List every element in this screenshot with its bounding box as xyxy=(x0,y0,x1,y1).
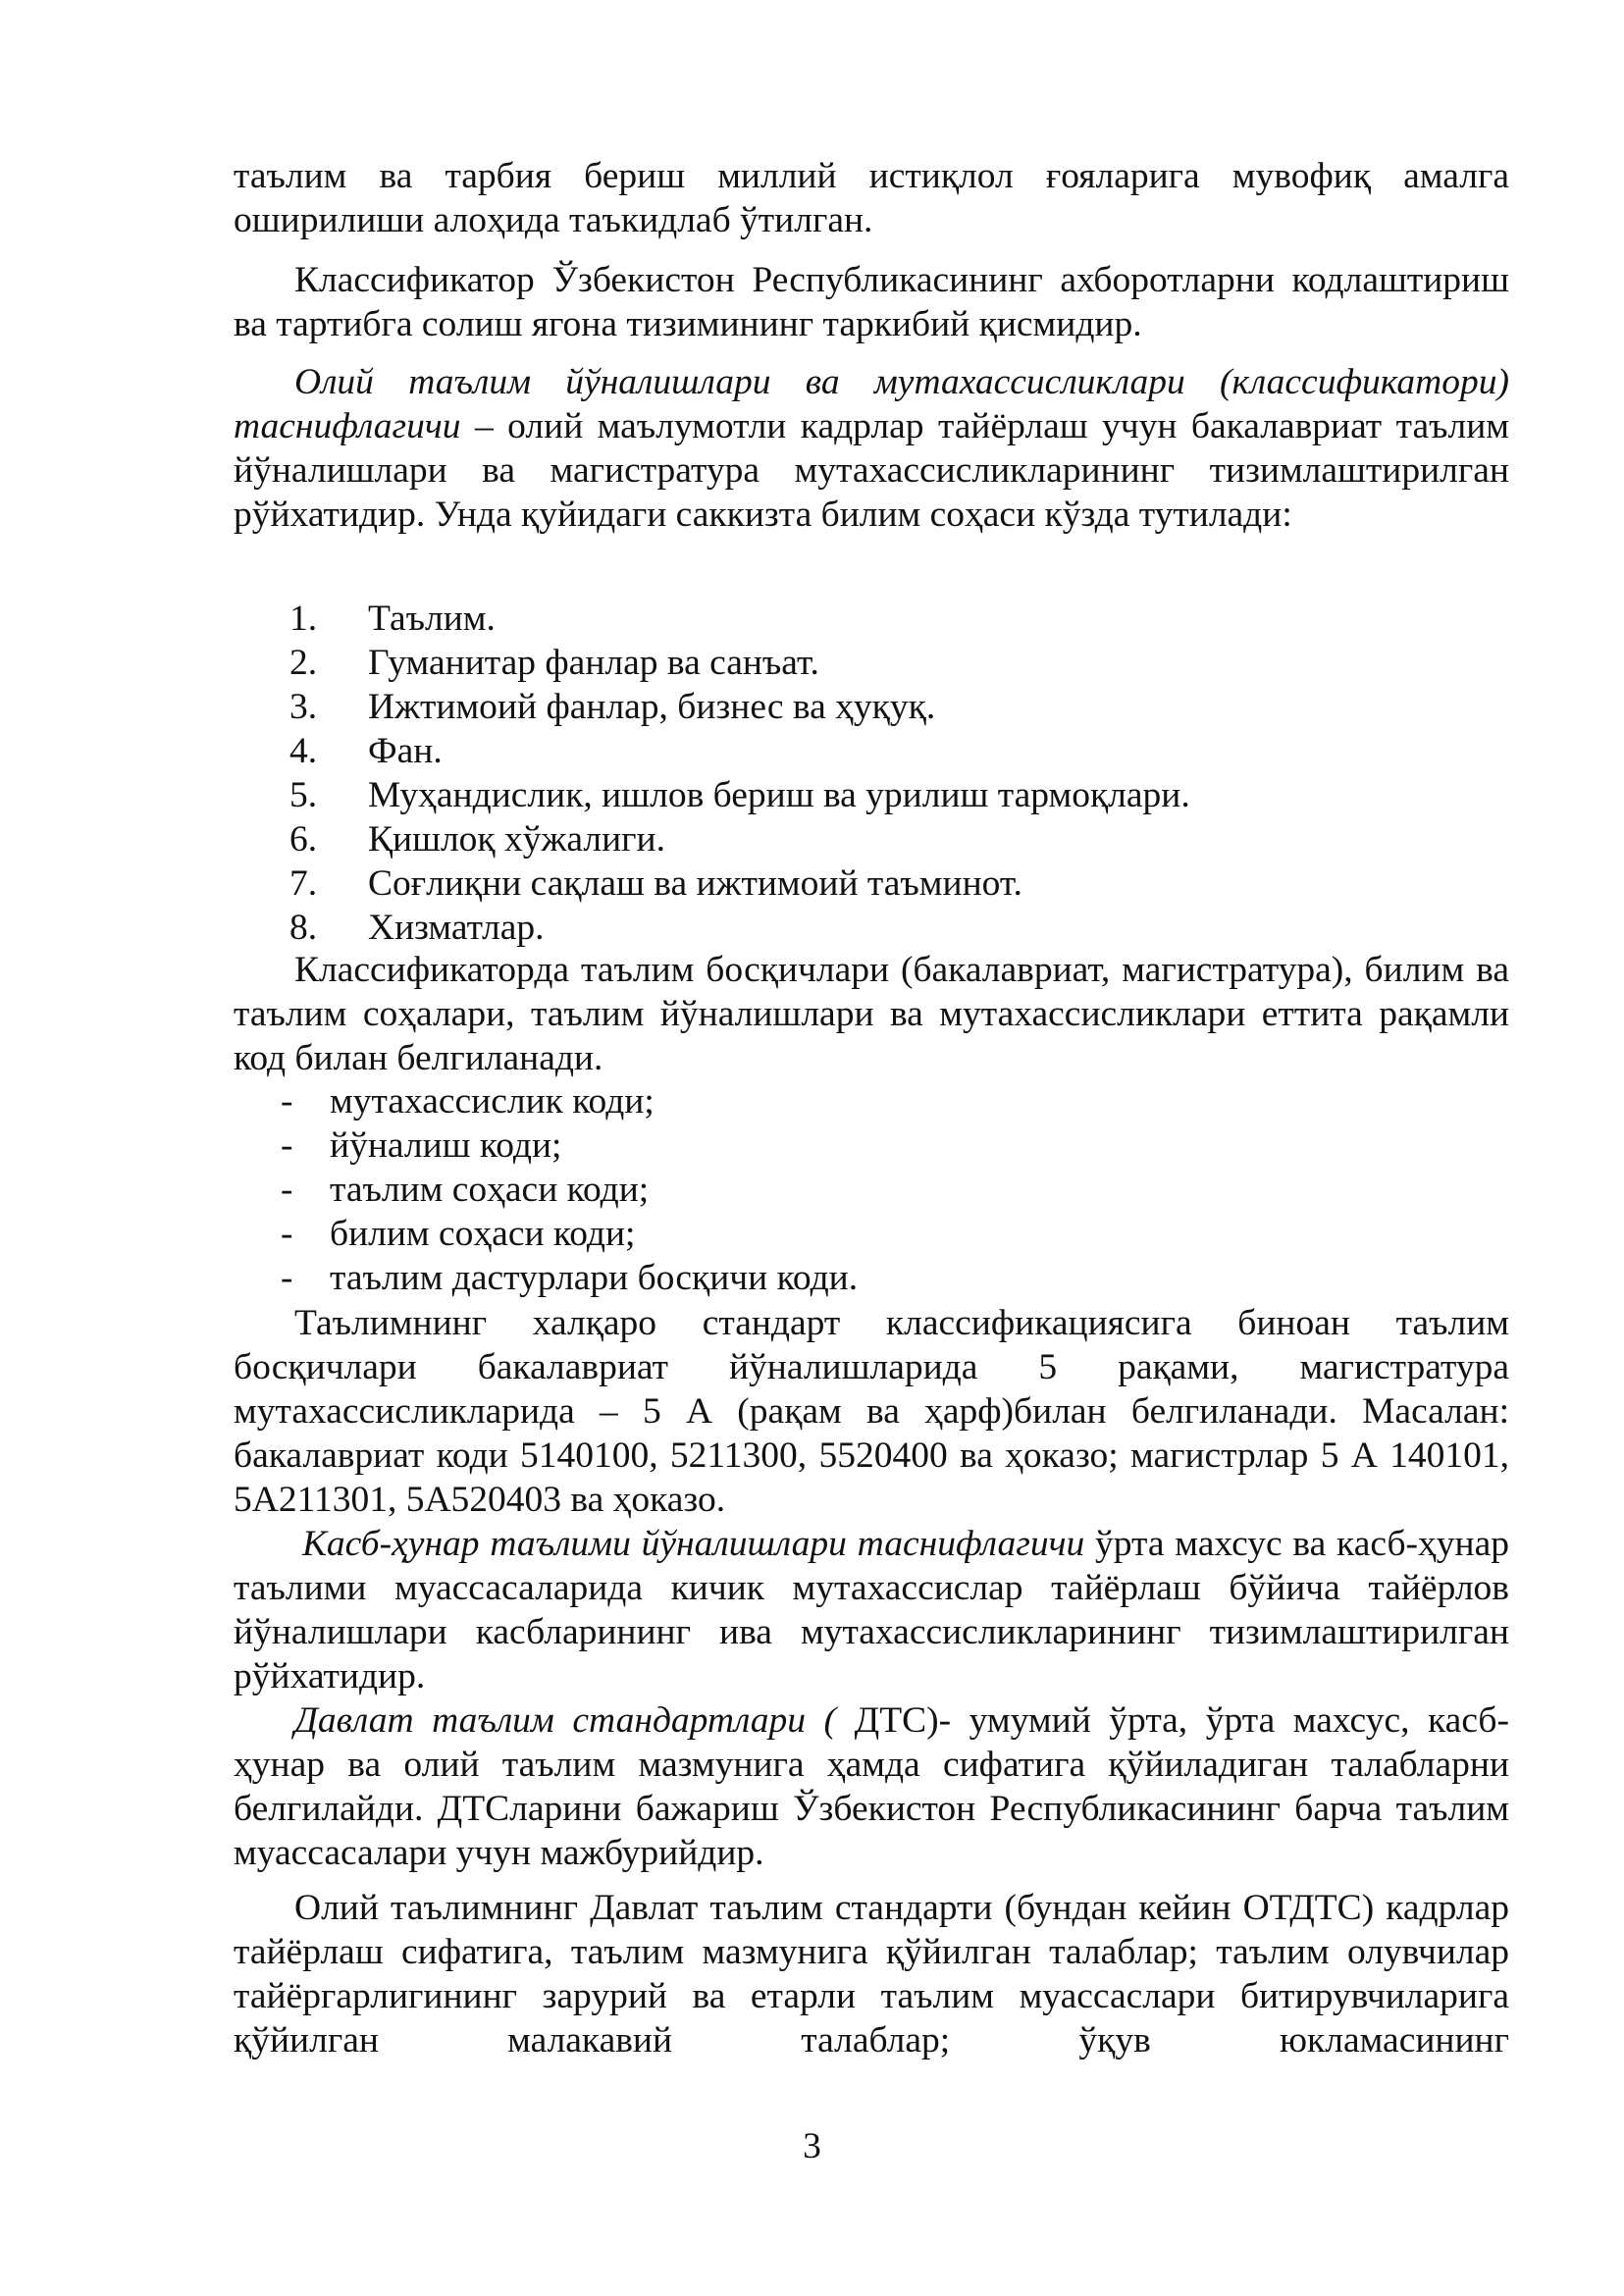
list-item xyxy=(289,861,1190,906)
list-item-dash: - xyxy=(281,1170,293,1210)
state-standards-text: ДТС)- умумий ўрта, ўрта махсус, касб-ҳунар ва олий таълим мазмунига ҳамда сифатига қўйиладиган талабларни белгилайди. ДТСларини бажариш Ўзбекистон Республикасининг барча таълим муассасалари учун мажбурийдир. xyxy=(234,1700,1509,1873)
higher-ed-classifier-text: олий маълумотли кадрлар тайёрлаш учун бакалавриат таълим йўналишлари ва магистратура мутахассисликларининг тизимлаштирилган рўйхатидир. Унда қуйидаги саккизта билим соҳаси кўзда тутилади: xyxy=(234,406,1509,535)
list-item-number: 5. xyxy=(289,775,318,815)
paragraph-state-standards xyxy=(234,1698,1509,1875)
list-item xyxy=(281,1212,858,1256)
list-item-text: йўналиш коди; xyxy=(330,1125,562,1166)
higher-ed-classifier-term: Олий таълим йўналишлари ва мутахассисликлари (классификатори) таснифлагичи – xyxy=(234,362,1509,446)
list-item-text: Таълим. xyxy=(368,599,496,639)
code-types-list xyxy=(281,1079,858,1300)
list-item-number: 8. xyxy=(289,908,318,948)
page-number: 3 xyxy=(803,2126,821,2166)
list-item-dash: - xyxy=(281,1081,293,1122)
paragraph-classifier-codes: Классификаторда таълим босқичлари (бакалавриат, магистратура), билим ва таълим соҳалари, таълим йўналишлари ва мутахассисликлари еттита рақамли код билан белгиланади. xyxy=(234,950,1509,1078)
list-item-dash: - xyxy=(281,1258,293,1298)
list-item xyxy=(281,1168,858,1212)
list-item xyxy=(289,729,1190,773)
list-item xyxy=(281,1123,858,1168)
list-item-dash: - xyxy=(281,1125,293,1166)
list-item-text: Соғлиқни сақлаш ва ижтимоий таъминот. xyxy=(368,863,1022,904)
list-item-number: 4. xyxy=(289,731,318,771)
vocational-classifier-term: Касб-ҳунар таълими йўналишлари таснифлагичи xyxy=(302,1524,1085,1564)
paragraph-vocational-classifier xyxy=(234,1522,1509,1698)
list-item-number: 6. xyxy=(289,819,318,860)
list-item xyxy=(289,641,1190,685)
list-item-text: мутахассислик коди; xyxy=(330,1081,655,1122)
list-item-text: Қишлоқ хўжалиги. xyxy=(368,819,666,860)
list-item-text: Муҳандислик, ишлов бериш ва урилиш тармоқлари. xyxy=(368,775,1190,815)
list-item-text: Гуманитар фанлар ва санъат. xyxy=(368,643,819,683)
paragraph-intro-line-2: оширилиши алоҳида таъкидлаб ўтилган. xyxy=(234,200,873,240)
list-item-number: 2. xyxy=(289,643,318,683)
list-item xyxy=(289,685,1190,729)
list-item-text: билим соҳаси коди; xyxy=(330,1214,636,1254)
list-item-text: таълим соҳаси коди; xyxy=(330,1170,650,1210)
list-item xyxy=(289,597,1190,641)
state-standards-term: Давлат таълим стандартлари ( xyxy=(294,1700,837,1741)
list-item xyxy=(289,773,1190,817)
list-item xyxy=(281,1079,858,1123)
list-item-text: Хизматлар. xyxy=(368,908,545,948)
knowledge-fields-list xyxy=(289,597,1190,950)
paragraph-intro xyxy=(234,154,1509,242)
list-item-text: Ижтимоий фанлар, бизнес ва ҳуқуқ. xyxy=(368,687,936,727)
paragraph-intro-line-1: таълим ва тарбия бериш миллий истиқлол ғояларига мувофиқ амалга xyxy=(234,156,1509,196)
list-item-dash: - xyxy=(281,1214,293,1254)
list-item-number: 1. xyxy=(289,599,318,639)
list-item xyxy=(289,906,1190,950)
paragraph-isced: Таълимнинг халқаро стандарт классификациясига биноан таълим босқичлари бакалавриат йўналишларида 5 рақами, магистратура мутахассисликларида – 5 А (рақам ва ҳарф)билан белгиланади. Масалан: бакалавриат коди 5140100, 5211300, 5520400 ва ҳоказо; магистрлар 5 А 140101, 5А211301, 5А520403 ва ҳоказо. xyxy=(234,1303,1509,1520)
list-item-text: Фан. xyxy=(368,731,443,771)
vocational-classifier-text: ўрта махсус ва касб-ҳунар таълими муассасаларида кичик мутахассислар тайёрлаш бўйича тайёрлов йўналишлари касбларининг ива мутахассисликларининг тизимлаштирилган рўйхатидир. xyxy=(234,1524,1509,1696)
paragraph-higher-ed-classifier xyxy=(234,360,1509,537)
list-item xyxy=(281,1256,858,1300)
list-item xyxy=(289,817,1190,861)
paragraph-higher-ed-standard: Олий таълимнинг Давлат таълим стандарти (бундан кейин ОТДТС) кадрлар тайёрлаш сифатига, таълим мазмунига қўйилган талаблар; таълим олувчилар тайёргарлигининг зарурий ва етарли таълим муассаслари битирувчиларига қўйилган малакавий талаблар; ўқув юкламасининг xyxy=(234,1888,1509,2061)
list-item-number: 3. xyxy=(289,687,318,727)
paragraph-classifier: Классификатор Ўзбекистон Республикасининг ахборотларни кодлаштириш ва тартибга солиш ягона тизимининг таркибий қисмидир. xyxy=(234,260,1509,344)
list-item-number: 7. xyxy=(289,863,318,904)
list-item-text: таълим дастурлари босқичи коди. xyxy=(330,1258,859,1298)
